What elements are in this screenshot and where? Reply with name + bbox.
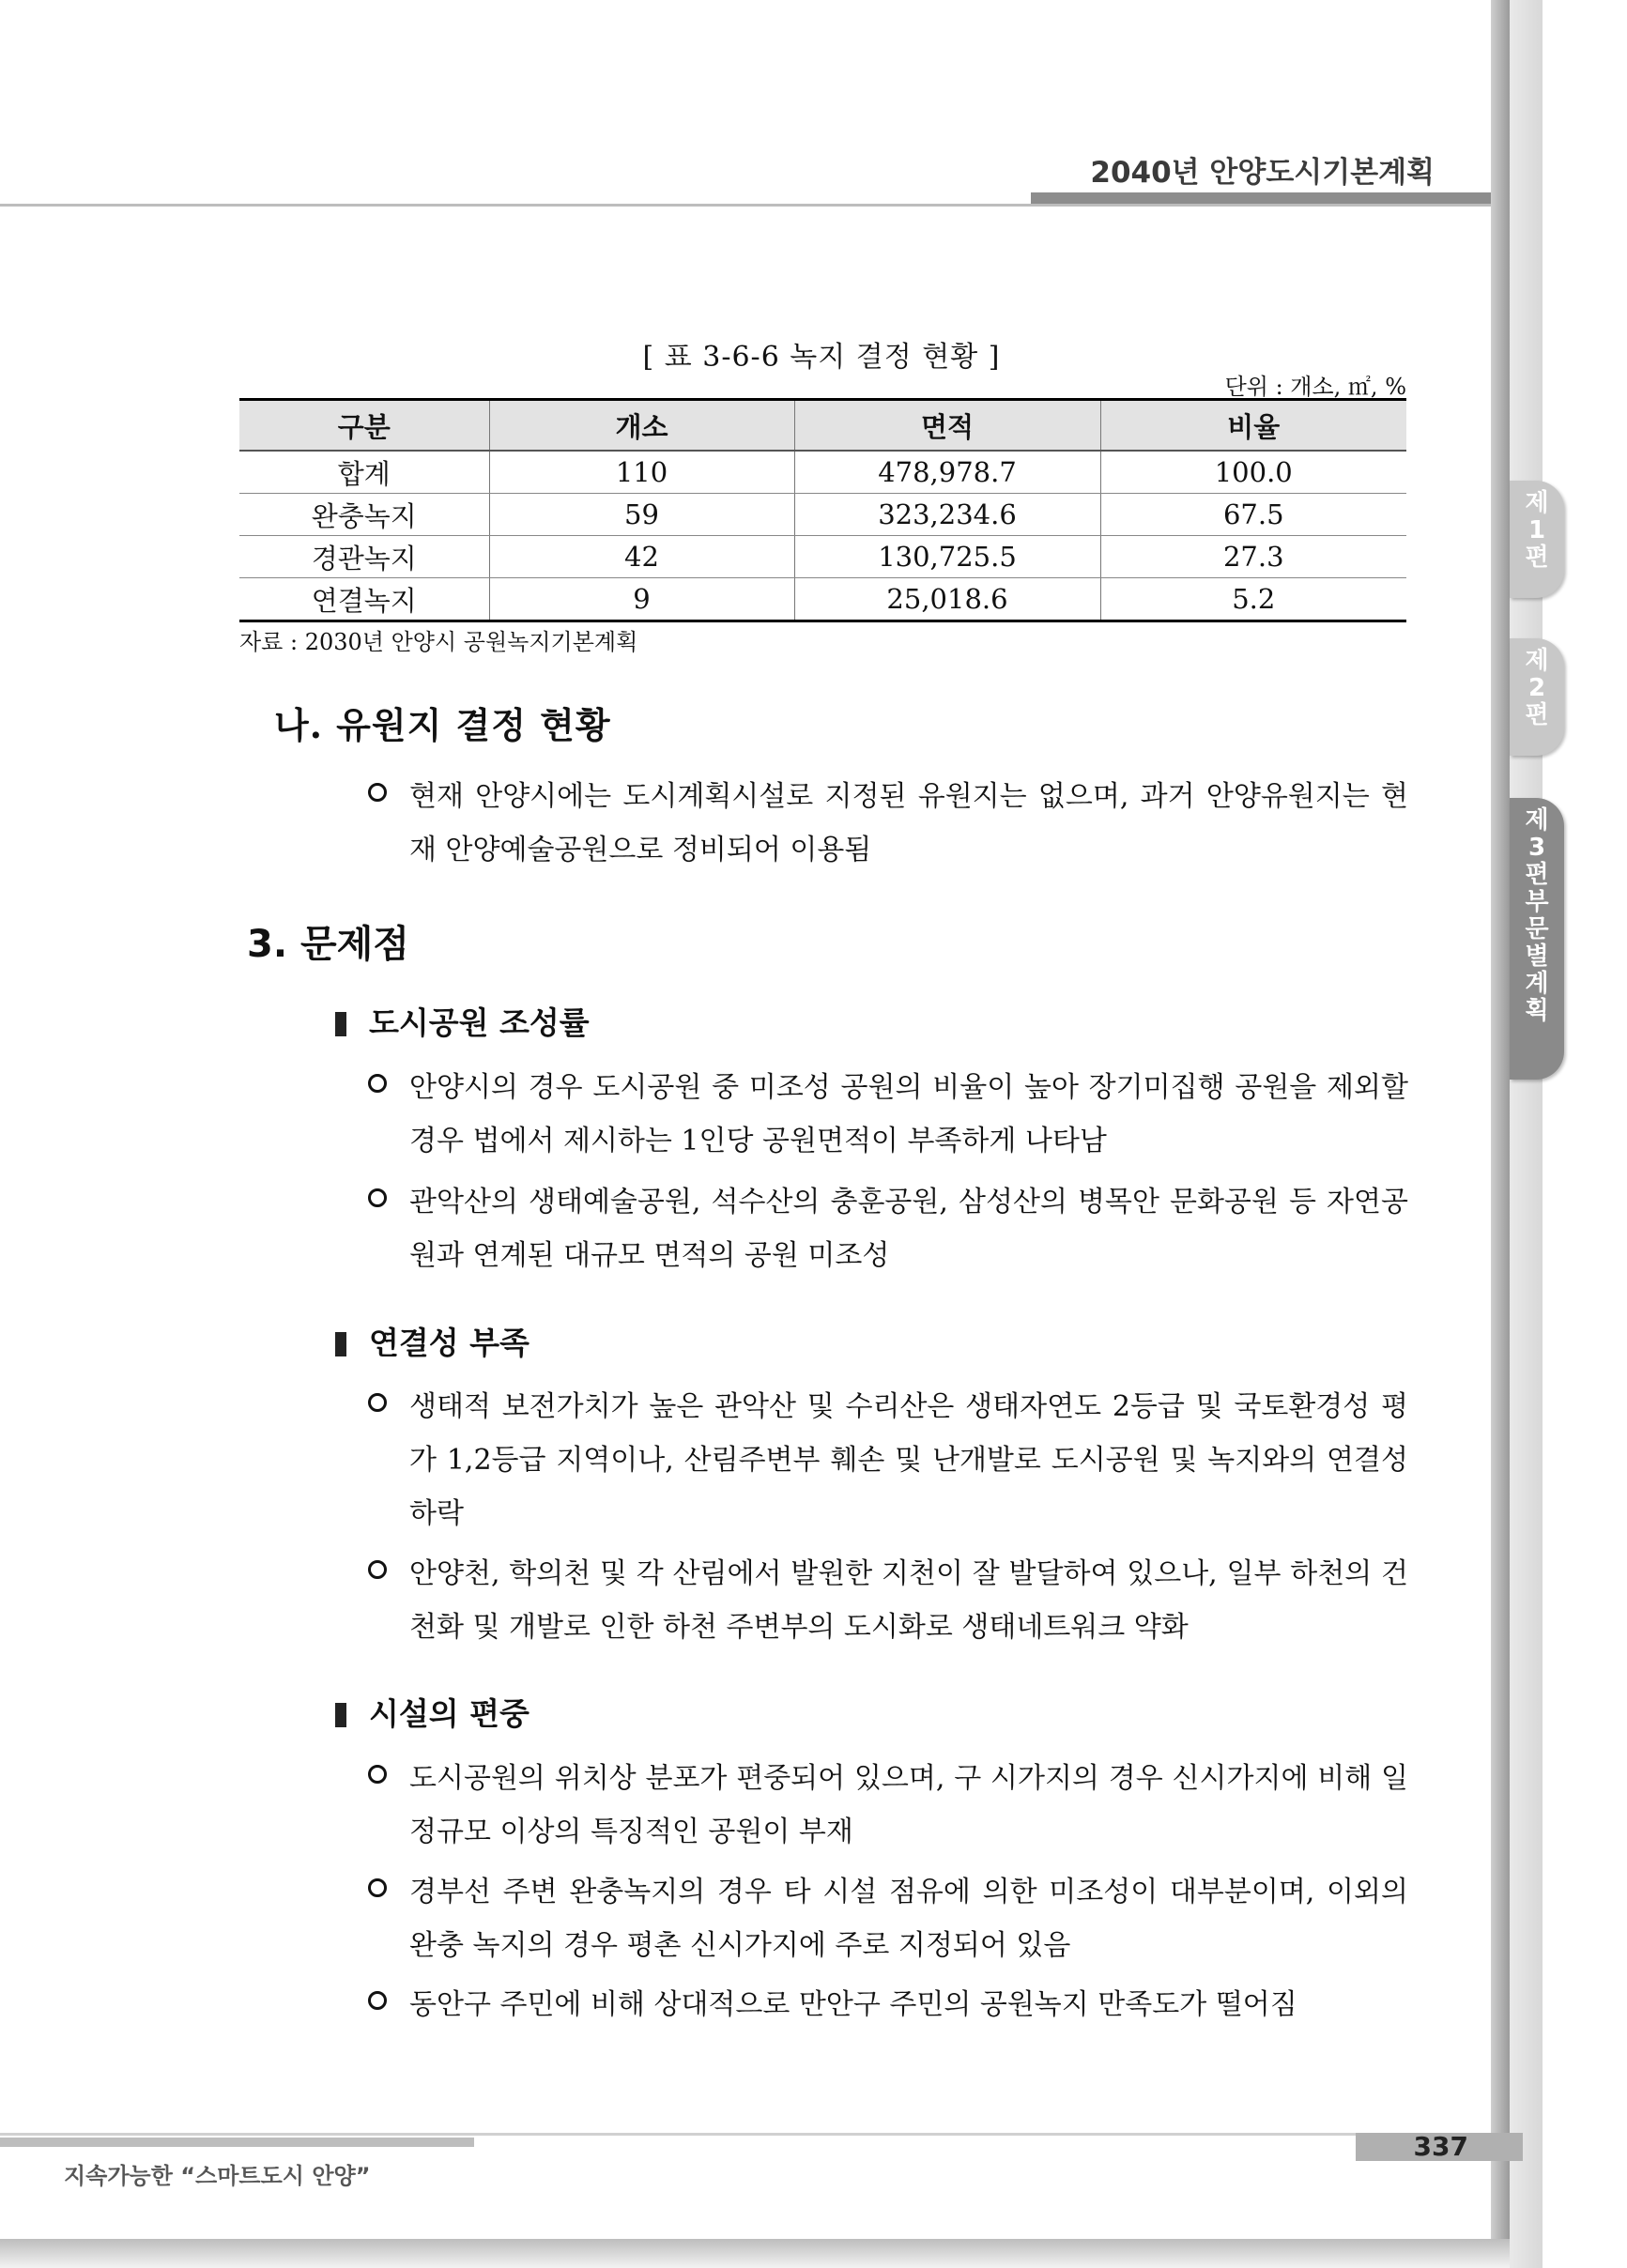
side-tab-char: 편 xyxy=(1525,701,1549,729)
circle-bullet-icon xyxy=(368,1878,387,1897)
table-cell: 110 xyxy=(489,451,794,494)
header-rule xyxy=(0,204,1491,207)
table-source-note: 자료 : 2030년 안양시 공원녹지기본계획 xyxy=(239,629,638,655)
side-tab-char: 부 xyxy=(1525,888,1549,916)
side-tab-char: 1 xyxy=(1527,516,1546,544)
table-cell: 27.3 xyxy=(1100,536,1406,578)
bullet-text: 경부선 주변 완충녹지의 경우 타 시설 점유에 의한 미조성이 대부분이며, 이외의 완충 녹지의 경우 평촌 신시가지에 주로 지정되어 있음 xyxy=(409,1876,1408,1962)
side-tab-part-1[interactable] xyxy=(1510,481,1564,598)
bullet-item xyxy=(368,1380,1408,1540)
table-row xyxy=(239,536,1406,578)
circle-bullet-icon xyxy=(368,1074,387,1093)
table-header-row xyxy=(239,400,1406,452)
section-heading-na: 나. 유원지 결정 현황 xyxy=(274,704,611,746)
circle-bullet-icon xyxy=(368,1765,387,1784)
square-marker-icon xyxy=(335,1332,346,1356)
table-cell: 130,725.5 xyxy=(794,536,1100,578)
table-cell: 경관녹지 xyxy=(239,536,489,578)
side-tab-char: 제 xyxy=(1525,806,1549,835)
page-number: 337 xyxy=(1413,2131,1468,2162)
table-cell: 합계 xyxy=(239,451,489,494)
bullet-item xyxy=(368,770,1408,877)
side-tab-char: 3 xyxy=(1527,834,1546,862)
bullet-item xyxy=(368,1752,1408,1859)
side-tab-part-2[interactable] xyxy=(1510,638,1564,756)
side-tab-char: 편 xyxy=(1525,861,1549,889)
table-header-cell: 개소 xyxy=(489,400,794,452)
subheading xyxy=(335,1690,530,1734)
table-cell: 59 xyxy=(489,494,794,536)
table-cell: 9 xyxy=(489,578,794,621)
table-header-cell: 구분 xyxy=(239,400,489,452)
square-marker-icon xyxy=(335,1012,346,1036)
side-tab-char: 편 xyxy=(1525,544,1549,572)
square-marker-icon xyxy=(335,1703,346,1727)
side-tab-char: 획 xyxy=(1525,997,1549,1025)
circle-bullet-icon xyxy=(368,1560,387,1579)
side-tab-char: 2 xyxy=(1527,674,1546,702)
table-cell: 연결녹지 xyxy=(239,578,489,621)
subheading xyxy=(335,999,590,1043)
table-header-cell: 비율 xyxy=(1100,400,1406,452)
table-caption: [ 표 3-6-6 녹지 결정 현황 ] xyxy=(642,341,1001,374)
bullet-text: 현재 안양시에는 도시계획시설로 지정된 유원지는 없으며, 과거 안양유원지는 현재 안양예술공원으로 정비되어 이용됨 xyxy=(409,780,1408,866)
circle-bullet-icon xyxy=(368,1991,387,2010)
bullet-item xyxy=(368,1061,1408,1168)
section-heading-3: 3. 문제점 xyxy=(247,923,409,966)
footer-slogan: 지속가능한 “스마트도시 안양” xyxy=(64,2163,371,2189)
bullet-item xyxy=(368,1865,1408,1972)
bullet-text: 생태적 보전가치가 높은 관악산 및 수리산은 생태자연도 2등급 및 국토환경성 평가 1,2등급 지역이나, 산림주변부 훼손 및 난개발로 도시공원 및 녹지와의 연결성 하락 xyxy=(409,1390,1408,1530)
side-tab-char: 문 xyxy=(1525,915,1549,943)
bullet-item xyxy=(368,1978,1408,2031)
table-cell: 25,018.6 xyxy=(794,578,1100,621)
subheading-text: 시설의 편중 xyxy=(369,1695,530,1732)
table-cell: 5.2 xyxy=(1100,578,1406,621)
bullet-item xyxy=(368,1175,1408,1282)
table-cell: 완충녹지 xyxy=(239,494,489,536)
subheading xyxy=(335,1319,530,1363)
circle-bullet-icon xyxy=(368,1188,387,1207)
page-bottom-shadow xyxy=(0,2239,1510,2268)
bullet-text: 안양시의 경우 도시공원 중 미조성 공원의 비율이 높아 장기미집행 공원을 제외할 경우 법에서 제시하는 1인당 공원면적이 부족하게 나타남 xyxy=(409,1071,1408,1157)
footer-rule-thick xyxy=(0,2138,474,2147)
bullet-text: 관악산의 생태예술공원, 석수산의 충훈공원, 삼성산의 병목안 문화공원 등 자연공원과 연계된 대규모 면적의 공원 미조성 xyxy=(409,1186,1408,1272)
bullet-text: 도시공원의 위치상 분포가 편중되어 있으며, 구 시가지의 경우 신시가지에 비해 일정규모 이상의 특징적인 공원이 부재 xyxy=(409,1762,1408,1848)
subheading-text: 도시공원 조성률 xyxy=(369,1004,590,1041)
table-cell: 323,234.6 xyxy=(794,494,1100,536)
side-tab-char: 별 xyxy=(1525,942,1549,971)
bullet-item xyxy=(368,1547,1408,1654)
side-tab-char: 계 xyxy=(1525,970,1549,998)
table-cell: 42 xyxy=(489,536,794,578)
circle-bullet-icon xyxy=(368,783,387,802)
table-row xyxy=(239,494,1406,536)
page-edge-outer xyxy=(1510,0,1543,2268)
header-title: 2040년 안양도시기본계획 xyxy=(1090,156,1435,190)
bullet-text: 안양천, 학의천 및 각 산림에서 발원한 지천이 잘 발달하여 있으나, 일부 하천의 건천화 및 개발로 인한 하천 주변부의 도시화로 생태네트워크 약화 xyxy=(409,1557,1408,1644)
side-tab-part-3[interactable] xyxy=(1510,798,1564,1080)
table-cell: 100.0 xyxy=(1100,451,1406,494)
table-row xyxy=(239,578,1406,621)
header-rule-thick xyxy=(1031,192,1491,204)
table-cell: 67.5 xyxy=(1100,494,1406,536)
subheading-text: 연결성 부족 xyxy=(369,1325,530,1361)
page-edge xyxy=(1491,0,1510,2268)
green-space-table xyxy=(239,398,1406,622)
table-cell: 478,978.7 xyxy=(794,451,1100,494)
table-header-cell: 면적 xyxy=(794,400,1100,452)
circle-bullet-icon xyxy=(368,1393,387,1412)
side-tab-char: 제 xyxy=(1525,489,1549,517)
footer-rule xyxy=(0,2133,1491,2136)
table-row xyxy=(239,451,1406,494)
bullet-text: 동안구 주민에 비해 상대적으로 만안구 주민의 공원녹지 만족도가 떨어짐 xyxy=(409,1988,1297,2021)
table-unit-note: 단위 : 개소, ㎡, % xyxy=(1224,374,1406,400)
side-tab-char: 제 xyxy=(1525,647,1549,675)
